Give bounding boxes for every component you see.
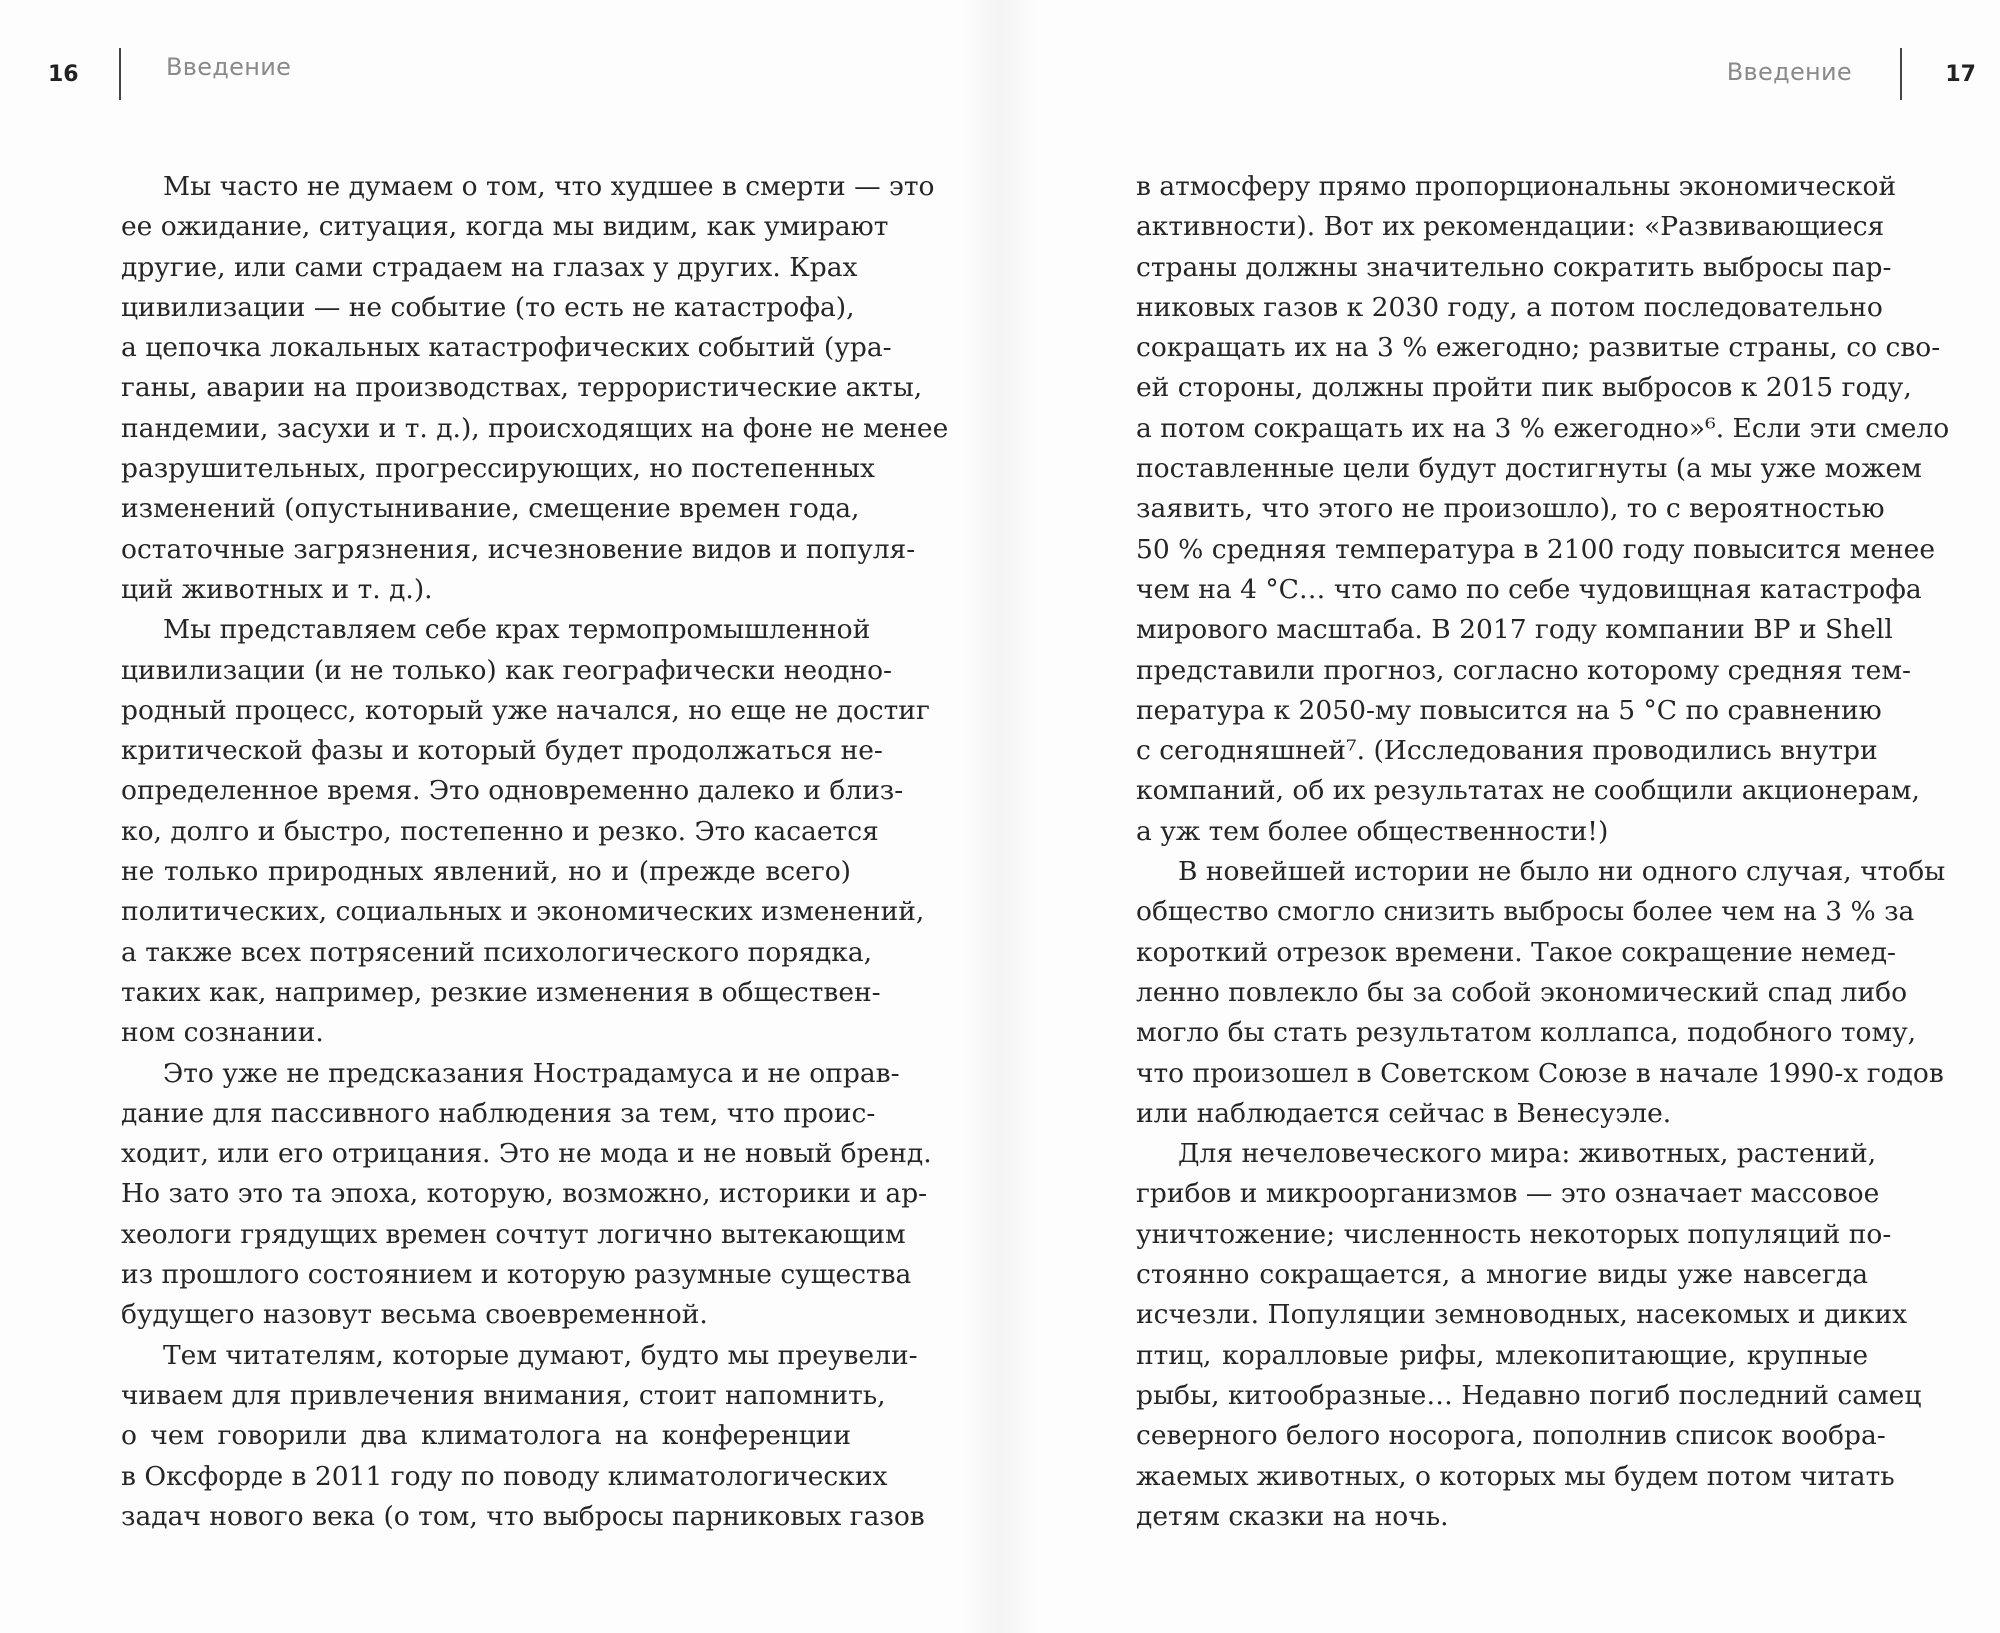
- text-line: Тем читателям, которые думают, будто мы преувели-: [163, 1339, 918, 1371]
- text-line: хеологи грядущих времен сочтут логично вытекающим: [121, 1218, 906, 1250]
- text-line: чиваем для привлечения внимания, стоит напомнить,: [121, 1379, 886, 1411]
- text-line: будущего назовут весьма своевременной.: [121, 1299, 708, 1331]
- text-line: а уж тем более общественности!): [1136, 815, 1609, 847]
- text-line: уничтожение; численность некоторых популяций по-: [1136, 1218, 1892, 1250]
- text-line: а также всех потрясений психологического порядка,: [121, 936, 873, 968]
- text-line: короткий отрезок времени. Такое сокращение немед-: [1136, 936, 1896, 968]
- text-line: ном сознании.: [121, 1017, 324, 1049]
- text-line: изменений (опустынивание, смещение времен года,: [121, 493, 860, 525]
- text-line: грибов и микроорганизмов — это означает массовое: [1136, 1178, 1880, 1210]
- text-line: ходит, или его отрицания. Это не мода и не новый бренд.: [121, 1138, 932, 1170]
- text-line: политических, социальных и экономических изменений,: [121, 896, 925, 928]
- left-page-number: 16: [48, 62, 79, 87]
- right-head-divider: [1900, 48, 1902, 100]
- text-line: задач нового века (о том, что выбросы парниковых газов: [121, 1500, 925, 1532]
- text-line: в Оксфорде в 2011 году по поводу климатологических: [121, 1460, 888, 1492]
- right-page-number: 17: [1945, 62, 1976, 87]
- text-line: Мы часто не думаем о том, что худшее в смерти — это: [163, 171, 935, 202]
- text-line: жаемых животных, о которых мы будем потом читать: [1136, 1460, 1895, 1492]
- text-line: исчезли. Популяции земноводных, насекомых и диких: [1136, 1299, 1908, 1331]
- text-line: Это уже не предсказания Нострадамуса и не оправ-: [163, 1057, 900, 1089]
- text-line: пература к 2050-му повысится на 5 °С по сравнению: [1136, 694, 1882, 726]
- text-line: никовых газов к 2030 году, а потом последовательно: [1136, 291, 1883, 323]
- text-line: или наблюдается сейчас в Венесуэле.: [1136, 1097, 1672, 1129]
- text-line: определенное время. Это одновременно далеко и близ-: [121, 775, 904, 807]
- text-line: северного белого носорога, пополнив список вообра-: [1136, 1420, 1886, 1452]
- left-head-divider: [119, 48, 121, 100]
- text-line: поставленные цели будут достигнуты (а мы уже можем: [1136, 453, 1922, 485]
- text-line: птиц, коралловые рифы, млекопитающие, крупные: [1136, 1339, 1868, 1371]
- left-running-title: Введение: [166, 53, 292, 81]
- text-line: ленно повлекло бы за собой экономический спад либо: [1136, 976, 1908, 1008]
- text-line: дание для пассивного наблюдения за тем, что проис-: [121, 1097, 876, 1129]
- right-running-title: Введение: [1726, 58, 1852, 86]
- text-line: ее ожидание, ситуация, когда мы видим, как умирают: [121, 211, 889, 243]
- text-line: страны должны значительно сократить выбросы пар-: [1136, 251, 1892, 283]
- text-line: рыбы, китообразные… Недавно погиб последний самец: [1136, 1379, 1922, 1411]
- text-line: сокращать их на 3 % ежегодно; развитые страны, со сво-: [1136, 332, 1941, 364]
- text-line: ций животных и т. д.).: [121, 573, 433, 605]
- text-line: разрушительных, прогрессирующих, но постепенных: [121, 453, 875, 485]
- text-line: активности). Вот их рекомендации: «Развивающиеся: [1136, 211, 1885, 243]
- text-line: критической фазы и который будет продолжаться не-: [121, 735, 883, 767]
- text-line: цивилизации (и не только) как географически неодно-: [121, 654, 892, 686]
- left-page-body: [121, 167, 949, 1537]
- text-line: а цепочка локальных катастрофических событий (ура-: [121, 332, 892, 364]
- text-line: Мы представляем себе крах термопромышленной: [163, 614, 871, 646]
- text-line: мирового масштаба. В 2017 году компании BP и Shell: [1136, 614, 1893, 646]
- text-line: чем на 4 °С… что само по себе чудовищная катастрофа: [1136, 573, 1922, 605]
- text-line: из прошлого состоянием и которую разумные существа: [121, 1259, 912, 1291]
- text-line: ко, долго и быстро, постепенно и резко. Это касается: [121, 815, 879, 847]
- text-line: с сегодняшней⁷. (Исследования проводились внутри: [1136, 735, 1878, 767]
- text-line: стоянно сокращается, а многие виды уже навсегда: [1136, 1259, 1868, 1291]
- text-line: 50 % средняя температура в 2100 году повысится менее: [1136, 533, 1936, 565]
- right-running-head: [1000, 48, 2000, 100]
- text-line: могло бы стать результатом коллапса, подобного тому,: [1136, 1017, 1917, 1049]
- text-line: компаний, об их результатах не сообщили акционерам,: [1136, 775, 1920, 807]
- text-line: пандемии, засухи и т. д.), происходящих на фоне не менее: [121, 412, 949, 444]
- text-line: не только природных явлений, но и (прежде всего): [121, 856, 851, 888]
- text-line: представили прогноз, согласно которому средняя тем-: [1136, 654, 1911, 686]
- text-line: ганы, аварии на производствах, террористические акты,: [121, 372, 923, 404]
- left-running-head: [0, 48, 1000, 100]
- text-line: другие, или сами страдаем на глазах у других. Крах: [121, 251, 858, 283]
- text-line: ей стороны, должны пройти пик выбросов к 2015 году,: [1136, 372, 1912, 404]
- text-line: а потом сокращать их на 3 % ежегодно»⁶. Если эти смело: [1136, 412, 1950, 444]
- text-line: таких как, например, резкие изменения в обществен-: [121, 976, 881, 1008]
- text-line: Но зато это та эпоха, которую, возможно, историки и ар-: [121, 1178, 928, 1210]
- text-line: что произошел в Советском Союзе в начале 1990-х годов: [1136, 1057, 1944, 1089]
- text-line: В новейшей истории не было ни одного случая, чтобы: [1178, 856, 1946, 888]
- text-line: родный процесс, который уже начался, но еще не достиг: [121, 694, 930, 726]
- text-line: о чем говорили два климатолога на конференции: [121, 1420, 851, 1452]
- text-line: остаточные загрязнения, исчезновение видов и популя-: [121, 533, 916, 565]
- text-line: цивилизации — не событие (то есть не катастрофа),: [121, 291, 855, 323]
- text-line: Для нечеловеческого мира: животных, растений,: [1178, 1138, 1877, 1170]
- text-line: общество смогло снизить выбросы более чем на 3 % за: [1136, 896, 1915, 928]
- right-page-body: [1136, 167, 1950, 1537]
- right-page: [1000, 0, 2000, 1633]
- text-line: в атмосферу прямо пропорциональны экономической: [1136, 171, 1897, 202]
- text-line: заявить, что этого не произошло), то с вероятностью: [1136, 493, 1885, 525]
- text-line: детям сказки на ночь.: [1136, 1500, 1449, 1532]
